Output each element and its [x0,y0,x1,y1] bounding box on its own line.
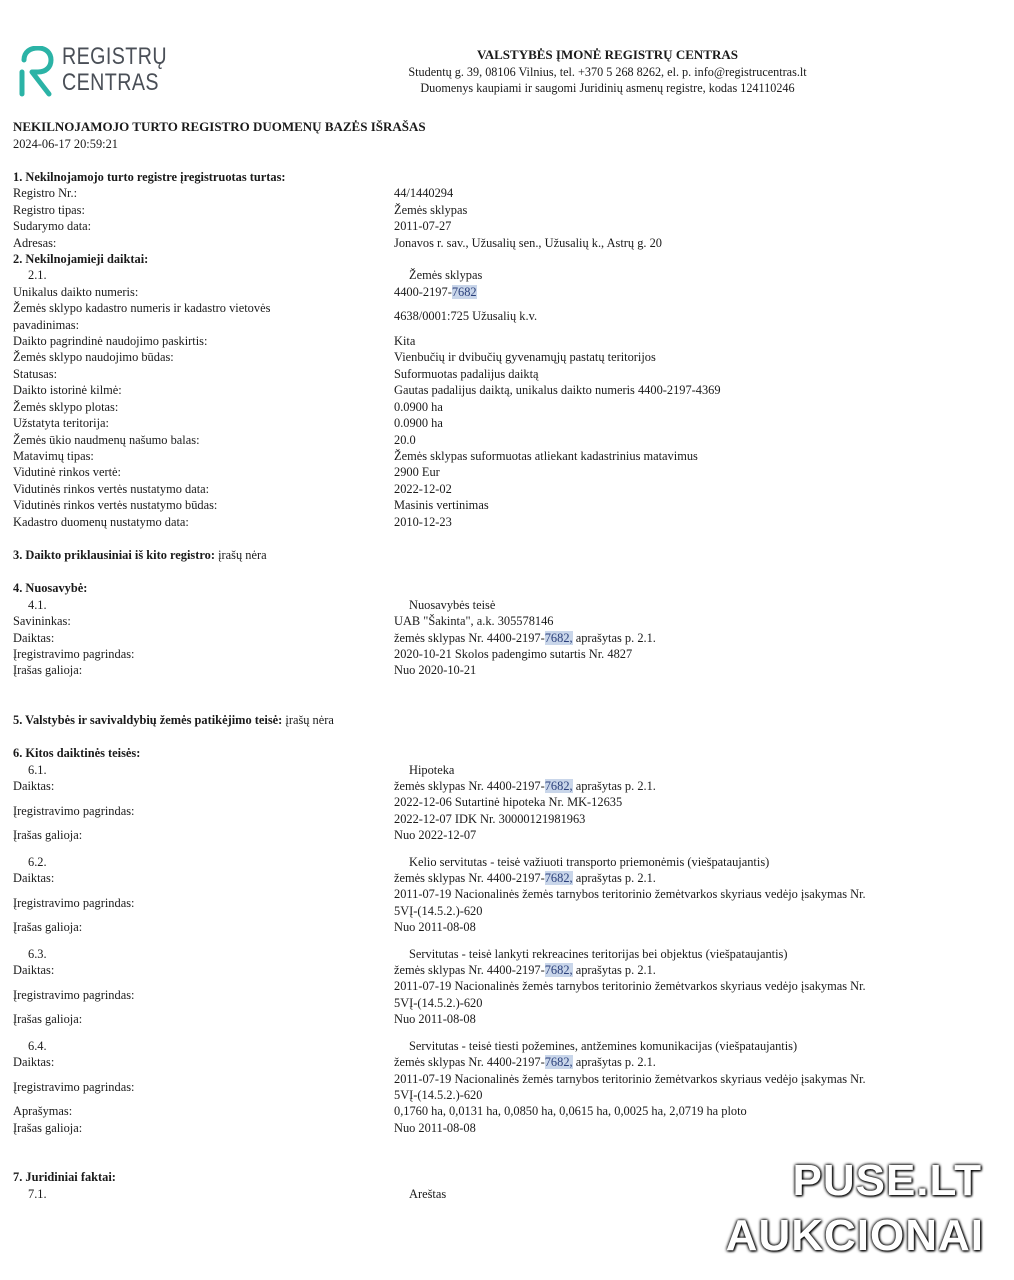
field-value: Masinis vertinimas [394,498,489,513]
unique-number-row [13,284,953,300]
field-value: 2011-07-27 [394,219,452,234]
right-6-3-header: 6.3. Servitutas - teisė lankyti rekreacines teritorijas bei objektus (viešpataujantis) [28,946,788,961]
section-1-title: 1. Nekilnojamojo turto registre įregistruotas turtas: [13,170,286,184]
field-value: Suformuotas padalijus daiktą [394,366,539,381]
section-3-line [13,547,953,563]
owner-value: UAB "Šakinta", a.k. 305578146 [394,614,554,629]
field-value: 0.0900 ha [394,399,443,414]
field-label: Užstatyta teritorija: [13,416,109,431]
field-label: Registro Nr.: [13,186,78,201]
ownership-basis-label: Įregistravimo pagrindas: [13,646,135,661]
unique-number-value: 4400-2197-7682 [394,284,477,299]
section-5-title: 5. Valstybės ir savivaldybių žemės patikėjimo teisė: [13,712,283,727]
field-value: Gautas padalijus daiktą, unikalus daikto numeris 4400-2197-4369 [394,383,721,398]
highlighted-text: 7682 [451,284,477,299]
section-7-title: 7. Juridiniai faktai: [13,1170,116,1185]
field-label: Žemės ūkio naudmenų našumo balas: [13,432,200,447]
highlighted-text: 7682, [544,630,573,645]
org-address: Studentų g. 39, 08106 Vilnius, tel. +370 5 268 8262, el. p. info@registrucentras.lt [408,64,807,79]
field-row [13,415,953,431]
field-value: Žemės sklypas suformuotas atliekant kadastrinius matavimus [394,448,698,463]
cadastral-number-row [13,300,953,333]
field-row [13,202,953,218]
section-3-title: 3. Daikto priklausiniai iš kito registro: [13,547,215,562]
field-value: Kita [394,334,416,349]
right-6-2-valid: Įrašas galioja: Nuo 2011-08-08 [13,920,476,935]
right-6-1-basis: Įregistravimo pagrindas: 2022-12-06 Sutartinė hipoteka Nr. MK-12635 2022-12-07 IDK Nr. 30000121981963 [13,795,623,826]
section-2-title: 2. Nekilnojamieji daiktai: [13,252,149,267]
field-row [13,333,953,349]
logo-line-1: REGISTRŲ [62,43,167,70]
field-label: Vidutinės rinkos vertės nustatymo būdas: [13,498,218,513]
cadastral-number-label: Žemės sklypo kadastro numeris ir kadastro vietovės pavadinimas: [13,301,271,332]
right-6-4-desc: Aprašymas: 0,1760 ha, 0,0131 ha, 0,0850 ha, 0,0615 ha, 0,0025 ha, 2,0719 ha ploto [13,1104,747,1119]
field-value: 20.0 [394,432,416,447]
field-label: Vidutinės rinkos vertės nustatymo data: [13,481,210,496]
document-body [13,169,953,1202]
right-6-4-valid: Įrašas galioja: Nuo 2011-08-08 [13,1120,476,1135]
unique-number-label: Unikalus daikto numeris: [13,284,139,299]
right-6-1-valid: Įrašas galioja: Nuo 2022-12-07 [13,828,477,843]
section-1-rows [13,185,953,251]
ownership-item-row [13,630,953,646]
field-label: Vidutinė rinkos vertė: [13,465,121,480]
field-row [13,382,953,398]
field-row [13,464,953,480]
field-row [13,448,953,464]
right-6-4-basis: Įregistravimo pagrindas: 2011-07-19 Nacionalinės žemės tarnybos teritorinio žemėtvarkos skyriaus vedėjo įsakymas Nr. 5VĮ-(14.5.2.)-620 [13,1071,866,1102]
field-label: Matavimų tipas: [13,448,94,463]
field-value: 0.0900 ha [394,416,443,431]
field-value: 2022-12-02 [394,481,452,496]
field-row [13,349,953,365]
owner-label: Savininkas: [13,614,71,629]
field-value: Vienbučių ir dvibučių gyvenamųjų pastatų teritorijos [394,350,656,365]
logo-line-2: CENTRAS [62,69,159,96]
section-5-line [13,712,953,728]
section-2-rows [13,333,953,530]
highlighted-text: 7682, [544,1055,573,1070]
owner-row [13,613,953,629]
org-name: VALSTYBĖS ĮMONĖ REGISTRŲ CENTRAS [477,47,738,62]
field-value: 2900 Eur [394,465,440,480]
field-row [13,497,953,513]
right-6-3-basis: Įregistravimo pagrindas: 2011-07-19 Nacionalinės žemės tarnybos teritorinio žemėtvarkos skyriaus vedėjo įsakymas Nr. 5VĮ-(14.5.2.)-620 [13,979,866,1010]
ownership-item-label: Daiktas: [13,630,55,645]
field-row [13,481,953,497]
section-2-item-row [13,267,953,283]
field-value: Žemės sklypas [394,202,468,217]
right-6-4-item: Daiktas: žemės sklypas Nr. 4400-2197-7682, aprašytas p. 2.1. [13,1055,656,1070]
item-number: 2.1. [28,268,47,283]
ownership-valid-value: Nuo 2020-10-21 [394,663,477,678]
section-3-note: įrašų nėra [218,547,267,562]
field-row [13,218,953,234]
field-row [13,514,953,530]
cadastral-number-value: 4638/0001:725 Užusalių k.v. [394,309,538,324]
right-6-4-header: 6.4. Servitutas - teisė tiesti požemines, antžemines komunikacijas (viešpataujantis) [28,1038,798,1053]
right-6-1-item: Daiktas: žemės sklypas Nr. 4400-2197-7682, aprašytas p. 2.1. [13,779,656,793]
highlighted-text: 7682, [544,871,573,886]
registru-centras-logo [18,44,188,100]
right-6-1-header: 6.1. Hipoteka [28,762,455,777]
field-row [13,399,953,415]
highlighted-text: 7682, [544,779,573,793]
ownership-type: Nuosavybės teisė [409,597,496,612]
field-label: Kadastro duomenų nustatymo data: [13,514,189,529]
field-value: 2010-12-23 [394,514,452,529]
right-6-3-item: Daiktas: žemės sklypas Nr. 4400-2197-7682, aprašytas p. 2.1. [13,963,656,978]
document-date: 2024-06-17 20:59:21 [13,137,118,151]
field-value: Jonavos r. sav., Užusalių sen., Užusalių k., Astrų g. 20 [394,235,662,250]
ownership-valid-row [13,662,953,678]
right-6-2-header: 6.2. Kelio servitutas - teisė važiuoti transporto priemonėmis (viešpataujantis) [28,854,770,869]
field-label: Adresas: [13,235,57,250]
field-label: Žemės sklypo plotas: [13,399,119,414]
ownership-valid-label: Įrašas galioja: [13,663,83,678]
organization-header [300,47,915,97]
field-label: Žemės sklypo naudojimo būdas: [13,350,174,365]
section-5-note: įrašų nėra [285,712,334,727]
right-6-2-item: Daiktas: žemės sklypas Nr. 4400-2197-7682, aprašytas p. 2.1. [13,871,656,886]
section-6-title: 6. Kitos daiktinės teisės: [13,746,141,761]
right-6-2-basis: Įregistravimo pagrindas: 2011-07-19 Nacionalinės žemės tarnybos teritorinio žemėtvarkos skyriaus vedėjo įsakymas Nr. 5VĮ-(14.5.2.)-620 [13,887,866,918]
field-label: Registro tipas: [13,202,85,217]
ownership-basis-row [13,646,953,662]
item-type: Žemės sklypas [409,268,483,283]
ownership-item-value: žemės sklypas Nr. 4400-2197-7682, aprašytas p. 2.1. [394,630,656,645]
org-registry: Duomenys kaupiami ir saugomi Juridinių asmenų registre, kodas 124110246 [420,81,795,95]
registru-centras-logo-icon [18,46,58,98]
legal-fact-7-1: 7.1. Areštas [28,1186,447,1201]
ownership-row [13,597,953,613]
field-row [13,366,953,382]
ownership-number: 4.1. [28,597,47,612]
field-label: Statusas: [13,366,58,381]
watermark-line-2: AUKCIONAI [725,1211,984,1260]
document-title: NEKILNOJAMOJO TURTO REGISTRO DUOMENŲ BAZĖS IŠRAŠAS [13,119,426,134]
field-row [13,432,953,448]
field-row [13,235,953,251]
section-4-title: 4. Nuosavybė: [13,581,88,596]
field-label: Daikto istorinė kilmė: [13,383,122,398]
field-row [13,185,953,201]
right-6-3-valid: Įrašas galioja: Nuo 2011-08-08 [13,1012,476,1027]
ownership-basis-value: 2020-10-21 Skolos padengimo sutartis Nr. 4827 [394,646,633,661]
field-label: Daikto pagrindinė naudojimo paskirtis: [13,334,208,349]
watermark-line-1: PUSE.LT [792,1156,982,1205]
highlighted-text: 7682, [544,963,573,978]
field-value: 44/1440294 [394,186,454,201]
logo-wordmark [62,44,167,96]
field-label: Sudarymo data: [13,219,92,234]
